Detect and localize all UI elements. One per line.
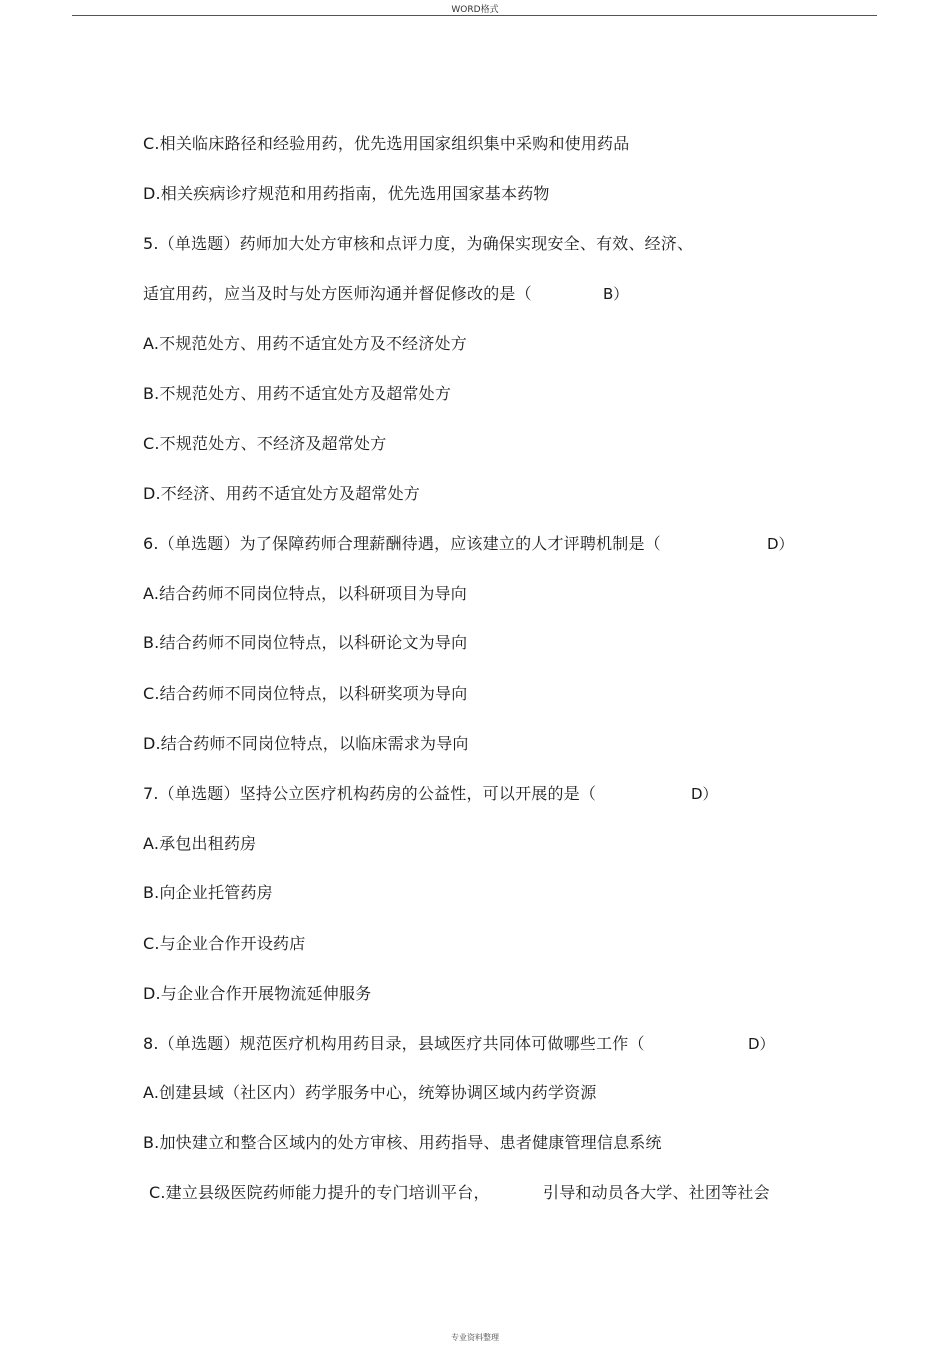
option-c-line: C.相关临床路径和经验用药，优先选用国家组织集中采购和使用药品 <box>143 134 630 153</box>
question-7-option-d: D.与企业合作开展物流延伸服务 <box>143 984 372 1003</box>
question-8-stem: 8.（单选题）规范医疗机构用药目录，县域医疗共同体可做哪些工作（ <box>143 1034 645 1053</box>
question-6-option-b: B.结合药师不同岗位特点，以科研论文为导向 <box>143 633 468 652</box>
question-6-answer: D） <box>767 535 794 553</box>
question-6-option-a: A.结合药师不同岗位特点，以科研项目为导向 <box>143 584 467 603</box>
question-7-option-b: B.向企业托管药房 <box>143 883 273 902</box>
question-5-option-c: C.不规范处方、不经济及超常处方 <box>143 434 387 453</box>
question-8-option-b: B.加快建立和整合区域内的处方审核、用药指导、患者健康管理信息系统 <box>143 1133 662 1152</box>
question-5-stem: 5.（单选题）药师加大处方审核和点评力度，为确保实现安全、有效、经济、 <box>143 234 694 253</box>
question-7-option-c: C.与企业合作开设药店 <box>143 934 306 953</box>
question-5-option-d: D.不经济、用药不适宜处方及超常处方 <box>143 484 421 503</box>
question-8-answer: D） <box>748 1035 775 1053</box>
question-5-stem-cont: 适宜用药，应当及时与处方医师沟通并督促修改的是（ <box>143 284 532 303</box>
question-6-stem: 6.（单选题）为了保障药师合理薪酬待遇，应该建立的人才评聘机制是（ <box>143 534 661 553</box>
option-d-line: D.相关疾病诊疗规范和用药指南，优先选用国家基本药物 <box>143 184 550 203</box>
header-rule <box>72 15 877 16</box>
page-footer: 专业资料整理 <box>451 1333 499 1342</box>
question-5-option-b: B.不规范处方、用药不适宜处方及超常处方 <box>143 384 452 403</box>
question-7-option-a: A.承包出租药房 <box>143 834 257 853</box>
question-7-stem: 7.（单选题）坚持公立医疗机构药房的公益性，可以开展的是（ <box>143 784 597 803</box>
question-6-option-c: C.结合药师不同岗位特点，以科研奖项为导向 <box>143 684 468 703</box>
question-8-option-c-cont: 引导和动员各大学、社团等社会 <box>543 1183 770 1202</box>
question-5-answer: B） <box>603 285 629 303</box>
question-7-answer: D） <box>691 785 718 803</box>
page-header: WORD格式 <box>451 5 499 15</box>
question-8-option-a: A.创建县域（社区内）药学服务中心，统筹协调区域内药学资源 <box>143 1083 597 1102</box>
question-6-option-d: D.结合药师不同岗位特点，以临床需求为导向 <box>143 734 469 753</box>
question-8-option-c: C.建立县级医院药师能力提升的专门培训平台， <box>149 1183 490 1202</box>
question-5-option-a: A.不规范处方、用药不适宜处方及不经济处方 <box>143 334 467 353</box>
